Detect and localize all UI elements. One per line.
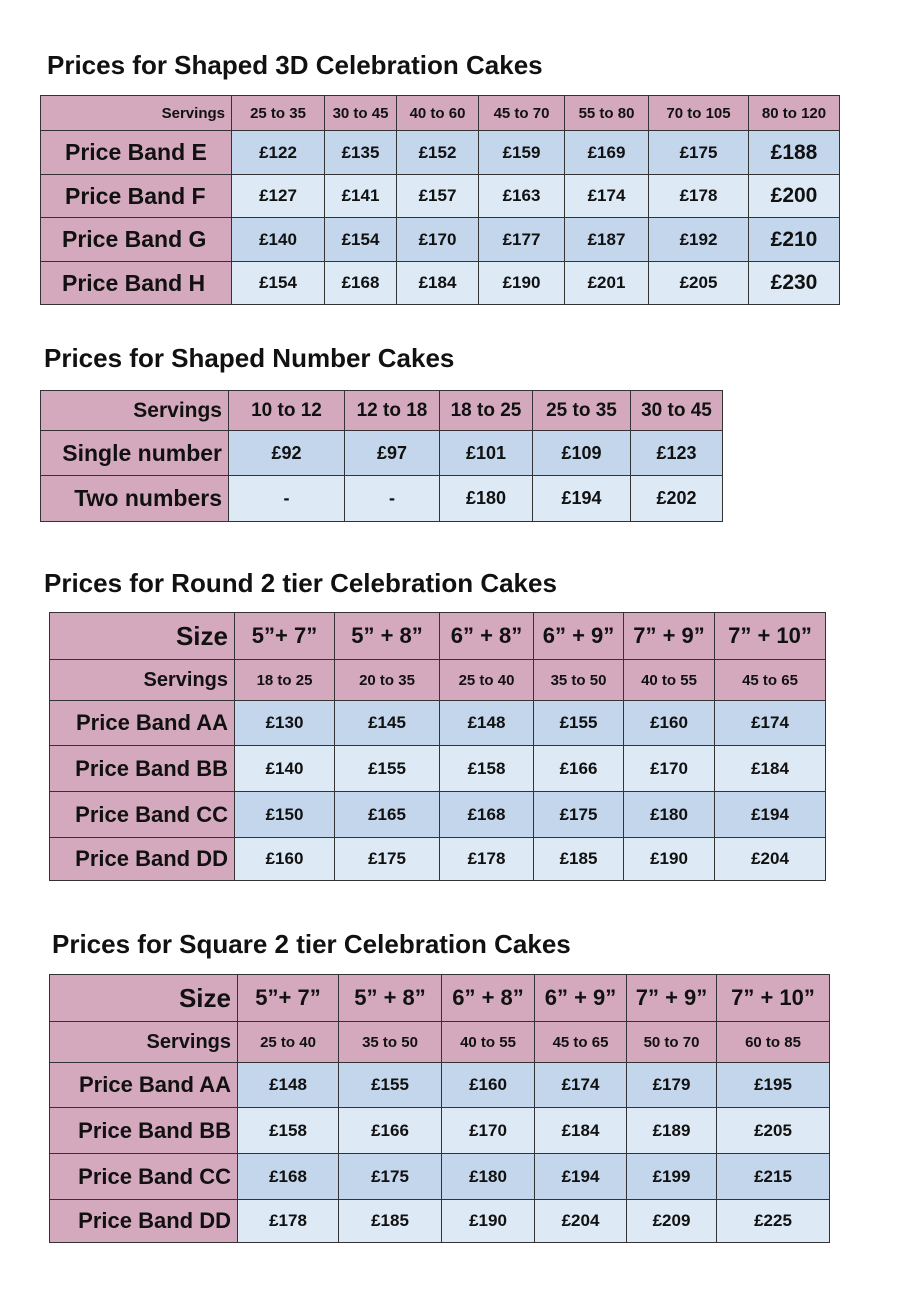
price-cell: £148	[238, 1063, 339, 1108]
round-2-tier-title: Prices for Round 2 tier Celebration Cakes	[44, 568, 557, 598]
price-cell: £205	[717, 1108, 830, 1154]
servings-cell: 10 to 12	[229, 391, 345, 431]
price-cell: £190	[479, 262, 565, 305]
table-row	[50, 792, 826, 838]
price-cell: £201	[565, 262, 649, 305]
row-label: Price Band G	[41, 218, 232, 262]
size-cell: 7” + 10”	[715, 613, 826, 660]
row-label: Price Band CC	[50, 1154, 238, 1200]
size-cell: 6” + 8”	[442, 975, 535, 1022]
price-cell: £141	[325, 175, 397, 218]
price-cell: £168	[238, 1154, 339, 1200]
shaped-3d-title: Prices for Shaped 3D Celebration Cakes	[47, 50, 543, 80]
row-label: Price Band DD	[50, 1200, 238, 1243]
price-cell: £101	[440, 431, 533, 476]
price-cell: £175	[649, 131, 749, 175]
price-cell: £170	[624, 746, 715, 792]
price-cell: £140	[235, 746, 335, 792]
price-cell: £166	[534, 746, 624, 792]
price-cell: £163	[479, 175, 565, 218]
table-row	[50, 1154, 830, 1200]
price-cell: £165	[335, 792, 440, 838]
size-label: Size	[50, 975, 238, 1022]
price-cell: £155	[534, 701, 624, 746]
price-cell: £158	[440, 746, 534, 792]
size-cell: 5”+ 7”	[238, 975, 339, 1022]
price-cell: £159	[479, 131, 565, 175]
table-row	[41, 431, 723, 476]
row-label: Price Band H	[41, 262, 232, 305]
servings-cell: 25 to 40	[238, 1022, 339, 1063]
price-cell: £109	[533, 431, 631, 476]
price-cell: £150	[235, 792, 335, 838]
price-cell: £194	[535, 1154, 627, 1200]
price-cell: £188	[749, 131, 840, 175]
servings-cell: 60 to 85	[717, 1022, 830, 1063]
price-cell: £148	[440, 701, 534, 746]
servings-label: Servings	[41, 391, 229, 431]
number-cakes-title: Prices for Shaped Number Cakes	[44, 343, 455, 373]
servings-cell: 35 to 50	[534, 660, 624, 701]
servings-cell: 55 to 80	[565, 96, 649, 131]
price-cell: £180	[440, 476, 533, 522]
row-label: Price Band BB	[50, 746, 235, 792]
price-cell: £155	[339, 1063, 442, 1108]
table-row	[50, 1200, 830, 1243]
table-row	[50, 1108, 830, 1154]
servings-cell: 18 to 25	[440, 391, 533, 431]
price-cell: £122	[232, 131, 325, 175]
price-cell: £230	[749, 262, 840, 305]
row-label: Single number	[41, 431, 229, 476]
servings-cell: 40 to 55	[624, 660, 715, 701]
table-row	[41, 476, 723, 522]
price-cell: £180	[624, 792, 715, 838]
price-cell: £179	[627, 1063, 717, 1108]
price-cell: £170	[397, 218, 479, 262]
price-cell: £178	[238, 1200, 339, 1243]
row-label: Price Band AA	[50, 701, 235, 746]
price-cell: £190	[624, 838, 715, 881]
servings-cell: 50 to 70	[627, 1022, 717, 1063]
servings-cell: 40 to 60	[397, 96, 479, 131]
price-cell: £184	[397, 262, 479, 305]
price-cell: £178	[440, 838, 534, 881]
table-row	[50, 746, 826, 792]
price-cell: -	[229, 476, 345, 522]
servings-cell: 30 to 45	[631, 391, 723, 431]
price-cell: £92	[229, 431, 345, 476]
servings-cell: 20 to 35	[335, 660, 440, 701]
price-cell: £194	[533, 476, 631, 522]
price-cell: £169	[565, 131, 649, 175]
price-cell: £152	[397, 131, 479, 175]
size-cell: 7” + 10”	[717, 975, 830, 1022]
servings-cell: 45 to 70	[479, 96, 565, 131]
size-cell: 6” + 9”	[534, 613, 624, 660]
size-label: Size	[50, 613, 235, 660]
price-cell: £192	[649, 218, 749, 262]
size-cell: 5” + 8”	[335, 613, 440, 660]
price-cell: £190	[442, 1200, 535, 1243]
price-cell: £175	[339, 1154, 442, 1200]
price-cell: £184	[535, 1108, 627, 1154]
size-cell: 5”+ 7”	[235, 613, 335, 660]
price-cell: £194	[715, 792, 826, 838]
price-cell: £187	[565, 218, 649, 262]
price-cell: £178	[649, 175, 749, 218]
table-row	[41, 262, 840, 305]
price-cell: £175	[335, 838, 440, 881]
price-cell: £215	[717, 1154, 830, 1200]
servings-cell: 40 to 55	[442, 1022, 535, 1063]
shaped-3d-price-table	[40, 95, 840, 305]
row-label: Price Band CC	[50, 792, 235, 838]
servings-label: Servings	[50, 660, 235, 701]
price-cell: £184	[715, 746, 826, 792]
size-cell: 6” + 8”	[440, 613, 534, 660]
servings-cell: 70 to 105	[649, 96, 749, 131]
table-row	[50, 838, 826, 881]
price-cell: £209	[627, 1200, 717, 1243]
price-cell: £195	[717, 1063, 830, 1108]
size-cell: 6” + 9”	[535, 975, 627, 1022]
row-label: Price Band F	[41, 175, 232, 218]
price-cell: £166	[339, 1108, 442, 1154]
price-cell: £160	[442, 1063, 535, 1108]
price-cell: £180	[442, 1154, 535, 1200]
price-cell: £140	[232, 218, 325, 262]
price-cell: £185	[339, 1200, 442, 1243]
price-cell: £145	[335, 701, 440, 746]
price-cell: £135	[325, 131, 397, 175]
servings-cell: 25 to 40	[440, 660, 534, 701]
size-cell: 5” + 8”	[339, 975, 442, 1022]
price-cell: £160	[624, 701, 715, 746]
price-cell: £225	[717, 1200, 830, 1243]
servings-cell: 25 to 35	[232, 96, 325, 131]
row-label: Two numbers	[41, 476, 229, 522]
price-cell: £185	[534, 838, 624, 881]
servings-cell: 45 to 65	[715, 660, 826, 701]
size-cell: 7” + 9”	[627, 975, 717, 1022]
price-cell: £168	[440, 792, 534, 838]
price-cell: £204	[535, 1200, 627, 1243]
servings-cell: 80 to 120	[749, 96, 840, 131]
price-cell: £204	[715, 838, 826, 881]
table-row	[41, 218, 840, 262]
price-cell: £170	[442, 1108, 535, 1154]
round-2-tier-price-table	[49, 612, 826, 881]
table-row	[41, 175, 840, 218]
price-cell: £127	[232, 175, 325, 218]
price-cell: £200	[749, 175, 840, 218]
price-cell: £210	[749, 218, 840, 262]
row-label: Price Band BB	[50, 1108, 238, 1154]
price-cell: £177	[479, 218, 565, 262]
price-cell: £155	[335, 746, 440, 792]
price-cell: £154	[232, 262, 325, 305]
servings-label: Servings	[50, 1022, 238, 1063]
price-cell: -	[345, 476, 440, 522]
servings-cell: 30 to 45	[325, 96, 397, 131]
price-cell: £157	[397, 175, 479, 218]
size-cell: 7” + 9”	[624, 613, 715, 660]
price-cell: £174	[715, 701, 826, 746]
price-cell: £202	[631, 476, 723, 522]
servings-cell: 35 to 50	[339, 1022, 442, 1063]
price-cell: £174	[535, 1063, 627, 1108]
price-cell: £199	[627, 1154, 717, 1200]
table-row	[41, 131, 840, 175]
square-2-tier-title: Prices for Square 2 tier Celebration Cakes	[52, 929, 571, 959]
servings-cell: 18 to 25	[235, 660, 335, 701]
table-row	[50, 701, 826, 746]
servings-cell: 25 to 35	[533, 391, 631, 431]
table-row	[50, 1063, 830, 1108]
price-cell: £168	[325, 262, 397, 305]
price-cell: £123	[631, 431, 723, 476]
price-cell: £175	[534, 792, 624, 838]
square-2-tier-price-table	[49, 974, 830, 1243]
price-cell: £174	[565, 175, 649, 218]
price-cell: £189	[627, 1108, 717, 1154]
price-cell: £158	[238, 1108, 339, 1154]
price-cell: £97	[345, 431, 440, 476]
price-cell: £205	[649, 262, 749, 305]
servings-label: Servings	[41, 96, 232, 131]
price-cell: £154	[325, 218, 397, 262]
price-cell: £160	[235, 838, 335, 881]
price-cell: £130	[235, 701, 335, 746]
servings-cell: 45 to 65	[535, 1022, 627, 1063]
number-cakes-price-table	[40, 390, 723, 522]
row-label: Price Band DD	[50, 838, 235, 881]
row-label: Price Band E	[41, 131, 232, 175]
servings-cell: 12 to 18	[345, 391, 440, 431]
row-label: Price Band AA	[50, 1063, 238, 1108]
